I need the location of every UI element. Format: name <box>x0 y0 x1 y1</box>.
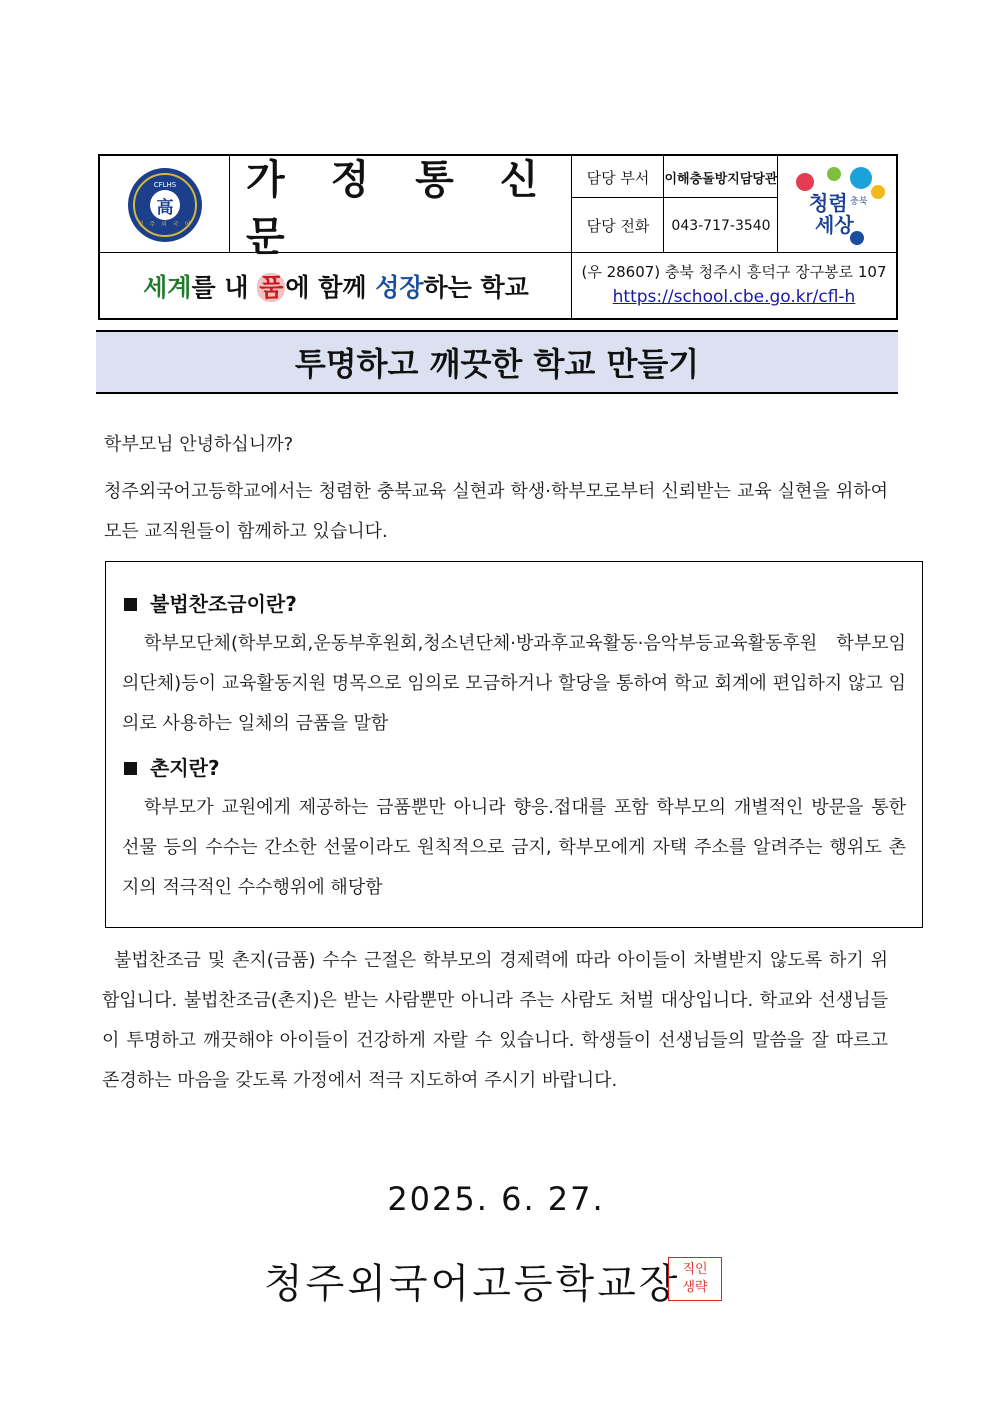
definitions-box <box>105 561 923 928</box>
integrity-emblem-cell <box>778 156 896 253</box>
square-bullet-icon <box>124 598 137 611</box>
stamp-line: 생략 <box>682 1280 708 1295</box>
school-url-link[interactable]: https://school.cbe.go.kr/cfl-h <box>612 287 856 307</box>
slogan-growth: 성장 <box>375 272 424 302</box>
dept-label: 담당 부서 <box>586 168 650 187</box>
heading-text: 촌지란? <box>150 756 220 780</box>
tel-label: 담당 전화 <box>586 217 650 235</box>
square-bullet-icon <box>124 762 137 775</box>
title-cell <box>230 156 572 260</box>
official-stamp <box>668 1257 722 1301</box>
document-title: 가 정 통 신 문 <box>246 156 555 260</box>
letter-date: 2025. 6. 27. <box>387 1180 605 1218</box>
definition-heading <box>124 752 220 781</box>
seal-center-char: 高 <box>150 190 180 220</box>
signature: 청주외국어고등학교장 <box>264 1261 681 1307</box>
tel-value: 043-717-3540 <box>671 217 771 234</box>
greeting: 학부모님 안녕하십니까? <box>104 434 294 455</box>
seal-ring <box>133 173 197 237</box>
school-slogan <box>100 253 572 318</box>
definition-text: 학부모가 교원에게 제공하는 금품뿐만 아니라 향응.접대를 포함 학부모의 개별적인 방문을 통한 선물 등의 수수는 간소한 선물이라도 원칙적으로 금지, 학부모에게 자택 주소를 알려주는 행위도 촌지의 적극적인 수수행위에 해당함 <box>122 797 906 898</box>
address-cell <box>572 253 896 318</box>
school-seal-logo <box>128 168 202 242</box>
slogan-world: 세계 <box>143 272 192 302</box>
slogan-part: 에 함께 <box>285 272 376 302</box>
slogan-heart: 품 <box>259 272 284 302</box>
definition-text: 학부모단체(학부모회,운동부후원회,청소년단체·방과후교육활동·음악부등교육활동후원 학부모임의단체)등이 교육활동지원 명목으로 임의로 모금하거나 할당을 통하여 학교 회계에 편입하지 않고 임의로 사용하는 일체의 금품을 말함 <box>122 633 906 734</box>
emblem-line1: 청렴 <box>809 190 848 215</box>
integrity-emblem-logo <box>787 160 887 250</box>
closing-paragraph: 불법찬조금 및 촌지(금품) 수수 근절은 학부모의 경제력에 따라 아이들이 차별받지 않도록 하기 위함입니다. 불법찬조금(촌지)은 받는 사람뿐만 아니라 주는 사람도 처벌 대상입니다. 학교와 선생님들이 투명하고 깨끗해야 아이들이 건강하게 자랄 수 있습니다. 학생들이 선생님들의 말씀을 잘 따르고 존경하는 마음을 갖도록 가정에서 적극 지도하여 주시기 바랍니다. <box>102 950 888 1091</box>
slogan-part: 를 내 <box>191 272 258 302</box>
intro-paragraph: 청주외국어고등학교에서는 청렴한 충북교육 실현과 학생·학부모로부터 신뢰받는 교육 실현을 위하여 모든 교직원들이 함께하고 있습니다. <box>104 481 888 542</box>
stamp-line: 직인 <box>682 1262 708 1277</box>
headline-banner <box>96 330 898 394</box>
emblem-small: 충북 <box>850 196 868 207</box>
school-address: (우 28607) 충북 청주시 흥덕구 장구봉로 107 <box>581 263 887 281</box>
dept-value: 이해충돌방지담당관 <box>664 171 778 187</box>
definition-heading <box>124 588 297 617</box>
heading-text: 불법찬조금이란? <box>150 592 297 616</box>
slogan-part: 하는 학교 <box>423 272 529 302</box>
seal-bottom-text: 청 주 외 국 어 <box>137 221 193 228</box>
seal-top-text: CFLHS <box>153 181 177 189</box>
slogan-text <box>143 268 529 304</box>
headline-title: 투명하고 깨끗한 학교 만들기 <box>294 345 700 383</box>
school-logo-cell <box>100 156 230 253</box>
emblem-line2: 세상 <box>815 212 854 237</box>
letter-header-table <box>98 154 898 320</box>
